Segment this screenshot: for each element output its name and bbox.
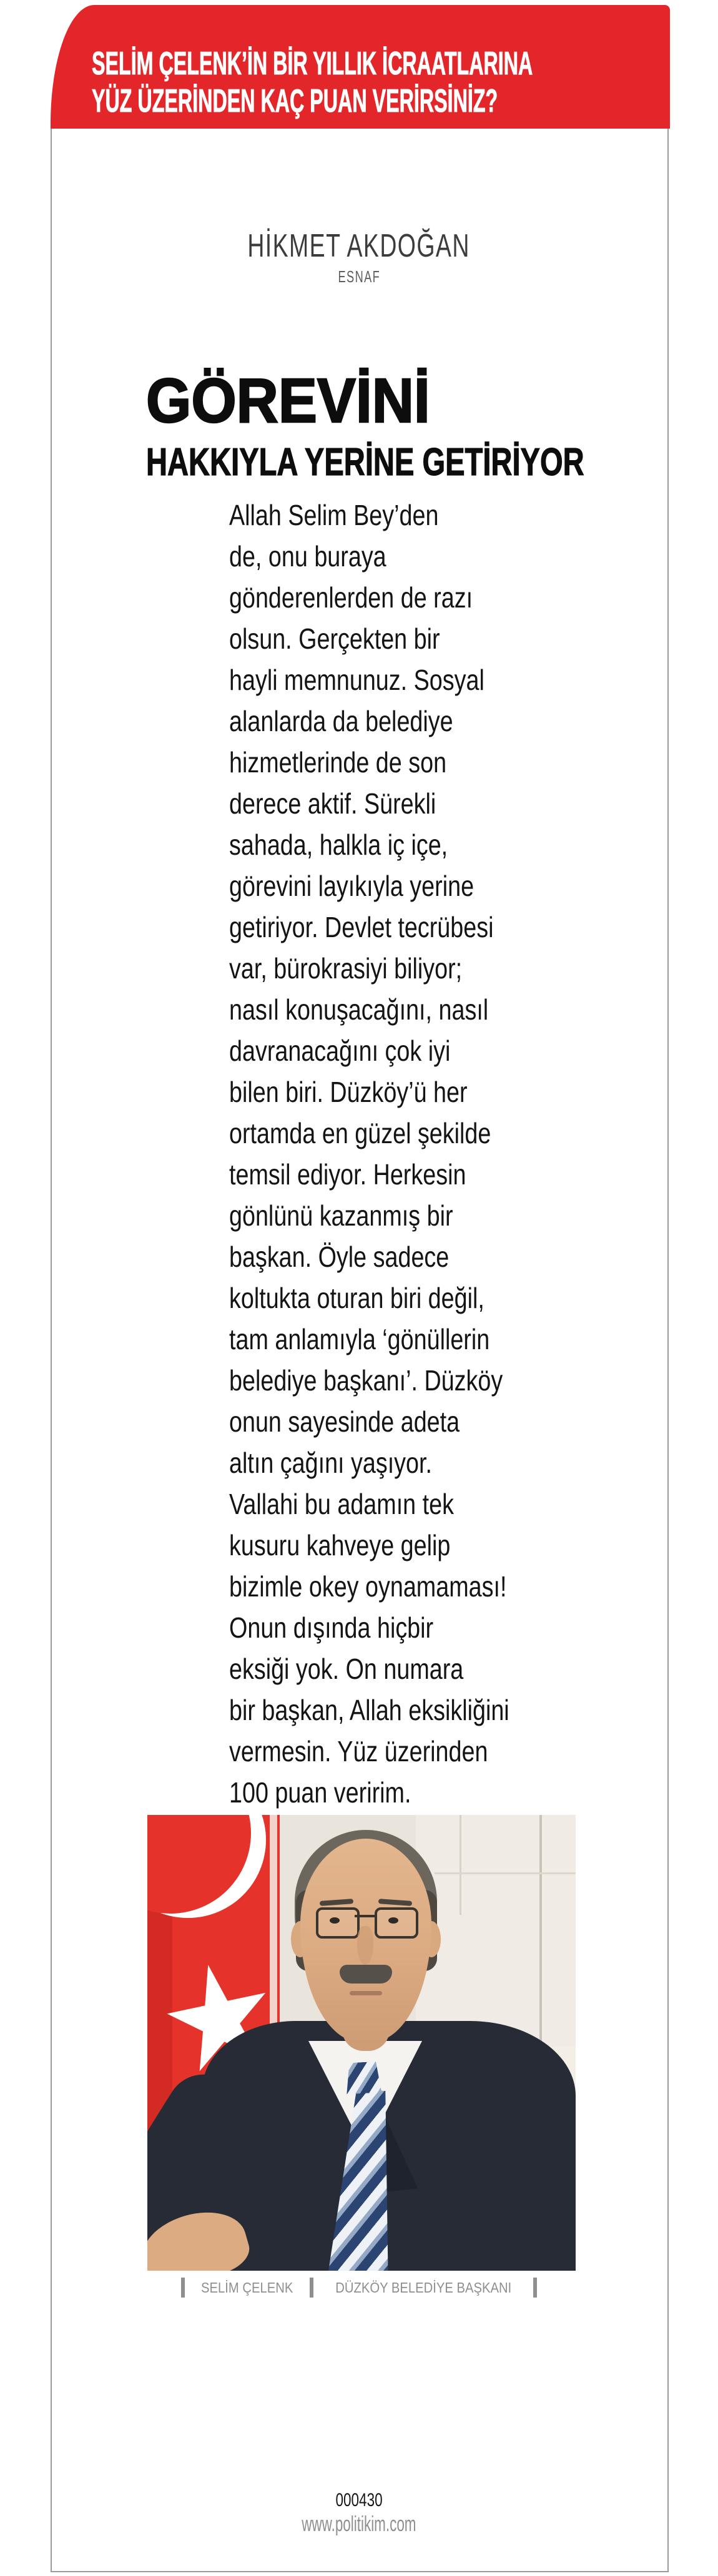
quote-line: onun sayesinde adeta xyxy=(229,1405,460,1438)
quote-line: gönderenlerden de razı xyxy=(229,581,473,614)
quote-line: Allah Selim Bey’den xyxy=(229,499,439,531)
quote-line: temsil ediyor. Herkesin xyxy=(229,1158,466,1191)
interviewee-name: HİKMET AKDOĞAN xyxy=(247,228,471,264)
quote-line: Vallahi bu adamın tek xyxy=(229,1488,454,1520)
quote-line: olsun. Gerçekten bir xyxy=(229,622,440,655)
quote-line: var, bürokrasiyi biliyor; xyxy=(229,952,463,985)
quote-line: kusuru kahveye gelip xyxy=(229,1529,451,1561)
glasses-right-lens xyxy=(375,1907,418,1939)
footer-code: 000430 xyxy=(335,2490,383,2510)
quote-line: vermesin. Yüz üzerinden xyxy=(229,1735,488,1767)
caption-separator xyxy=(533,2278,537,2298)
banner-question xyxy=(92,45,533,120)
tie-knot xyxy=(345,2062,382,2095)
quote-line: 100 puan veririm. xyxy=(229,1776,411,1809)
quote-line: derece aktif. Sürekli xyxy=(229,787,436,820)
wall-molding xyxy=(460,1815,461,1915)
mustache xyxy=(340,1965,392,1984)
wall-frame-edge xyxy=(539,1815,542,2058)
banner-question-line: SELİM ÇELENK’İN BİR YILLIK İCRAATLARINA xyxy=(92,46,533,82)
quote-line: ortamda en güzel şekilde xyxy=(229,1117,491,1149)
quote-line: gönlünü kazanmış bir xyxy=(229,1199,453,1232)
quote-line: davranacağını çok iyi xyxy=(229,1035,451,1067)
quote-line: hayli memnunuz. Sosyal xyxy=(229,664,484,696)
glasses-bridge xyxy=(355,1915,375,1917)
quote-line: de, onu buraya xyxy=(229,540,386,573)
quote-line: nasıl konuşacağını, nasıl xyxy=(229,993,489,1026)
portrait-photo xyxy=(147,1815,576,2271)
quote-line: bir başkan, Allah eksikliğini xyxy=(229,1694,509,1726)
quote-line: sahada, halkla iç içe, xyxy=(229,828,448,861)
eye-left xyxy=(330,1917,340,1924)
article-headline-line1: GÖREVİNİ xyxy=(146,366,430,436)
eye-right xyxy=(388,1917,398,1924)
quote-line: belediye başkanı’. Düzköy xyxy=(229,1364,503,1397)
quote-line: başkan. Öyle sadece xyxy=(229,1241,450,1273)
interviewee-role: ESNAF xyxy=(338,267,380,286)
caption-person-name: SELİM ÇELENK xyxy=(201,2279,293,2296)
wall-molding-horizontal xyxy=(435,1872,576,1874)
quote-line: alanlarda da belediye xyxy=(229,705,453,737)
nose xyxy=(357,1926,373,1965)
article-headline-line2: HAKKIYLA YERİNE GETİRİYOR xyxy=(146,441,584,484)
quote-line: bilen biri. Düzköy’ü her xyxy=(229,1076,468,1108)
caption-person-title: DÜZKÖY BELEDİYE BAŞKANI xyxy=(335,2279,511,2296)
quote-line: eksiği yok. On numara xyxy=(229,1653,464,1685)
quote-body xyxy=(229,494,509,1813)
headline-banner xyxy=(51,5,670,129)
quote-line: hizmetlerinde de son xyxy=(229,746,447,779)
quote-line: koltukta oturan biri değil, xyxy=(229,1282,484,1314)
quote-line: görevini layıkıyla yerine xyxy=(229,870,475,902)
glasses-left-lens xyxy=(316,1907,360,1939)
quote-line: Onun dışında hiçbir xyxy=(229,1611,434,1644)
caption-separator xyxy=(181,2278,185,2298)
quote-line: bizimle okey oynamaması! xyxy=(229,1570,507,1603)
footer-website: www.politikim.com xyxy=(302,2512,416,2536)
photo-caption xyxy=(0,2278,718,2301)
mouth xyxy=(350,1991,382,1995)
quote-line: tam anlamıyla ‘gönüllerin xyxy=(229,1323,490,1355)
quote-line: altın çağını yaşıyor. xyxy=(229,1447,432,1479)
caption-separator xyxy=(310,2278,313,2298)
banner-question-line: YÜZ ÜZERİNDEN KAÇ PUAN VERİRSİNİZ? xyxy=(92,83,498,119)
quote-line: getiriyor. Devlet tecrübesi xyxy=(229,911,494,943)
